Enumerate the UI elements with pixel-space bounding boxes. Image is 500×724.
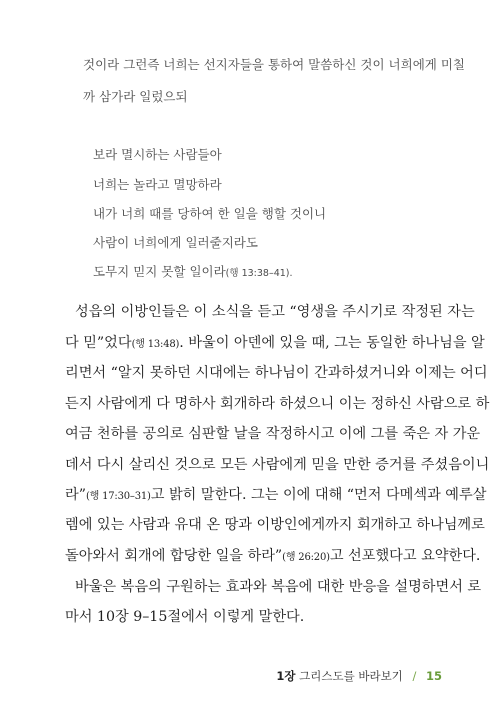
poem-line: 내가 너희 때를 당하여 한 일을 행할 것이니 [93, 206, 327, 221]
body-line: 데서 다시 살리신 것으로 모든 사람에게 믿을 만한 증거를 주셨음이니 [65, 457, 490, 473]
body-line: 돌아와서 회개에 합당한 일을 하라”(행 26:20)고 선포했다고 요약한다. [65, 548, 481, 564]
scripture-reference: (행 26:20) [282, 552, 330, 563]
scripture-reference: (행 13:48) [131, 339, 180, 350]
body-line: 라”(행 17:30–31)고 밝히 말한다. 그는 이에 대해 “먼저 다메섹과 예루살 [65, 487, 487, 503]
body-line: 마서 10장 9–15절에서 이렇게 말한다. [65, 609, 305, 625]
poem-line: 사람이 너희에게 일러줄지라도 [93, 235, 258, 250]
body-line: 다 믿”었다(행 13:48). 바울이 아덴에 있을 때, 그는 동일한 하나님을 알 [65, 335, 485, 351]
poem-line: 너희는 놀라고 멸망하라 [93, 177, 222, 192]
body-line: 여금 천하를 공의로 심판할 날을 작정하시고 이에 그를 죽은 자 가운 [65, 426, 481, 442]
poem-line: 보라 멸시하는 사람들아 [93, 147, 222, 162]
scripture-reference: (행 17:30–31) [85, 491, 151, 502]
chapter-number: 1장 [276, 669, 296, 683]
page-footer [276, 668, 442, 684]
quote-intro-line: 것이라 그런즉 너희는 선지자들을 통하여 말씀하신 것이 너희에게 미칠 [83, 57, 465, 72]
footer-divider: / [412, 669, 417, 683]
chapter-title: 그리스도를 바라보기 [299, 669, 403, 683]
quote-intro-line: 까 삼가라 일렀으되 [83, 89, 188, 104]
scripture-reference: (행 13:38–41). [225, 268, 293, 279]
body-line: 렘에 있는 사람과 유대 온 땅과 이방인에게까지 회개하고 하나님께로 [65, 517, 485, 533]
body-line: 바울은 복음의 구원하는 효과와 복음에 대한 반응을 설명하면서 로 [75, 579, 482, 595]
body-line: 성읍의 이방인들은 이 소식을 듣고 “영생을 주시기로 작정된 자는 [75, 304, 475, 320]
page-number: 15 [425, 669, 442, 683]
poem-line: 도무지 믿지 못할 일이라(행 13:38–41). [93, 264, 293, 279]
body-line: 리면서 “알지 못하던 시대에는 하나님이 간과하셨거니와 이제는 어디 [65, 365, 488, 381]
body-line: 든지 사람에게 다 명하사 회개하라 하셨으니 이는 정하신 사람으로 하 [65, 396, 490, 412]
